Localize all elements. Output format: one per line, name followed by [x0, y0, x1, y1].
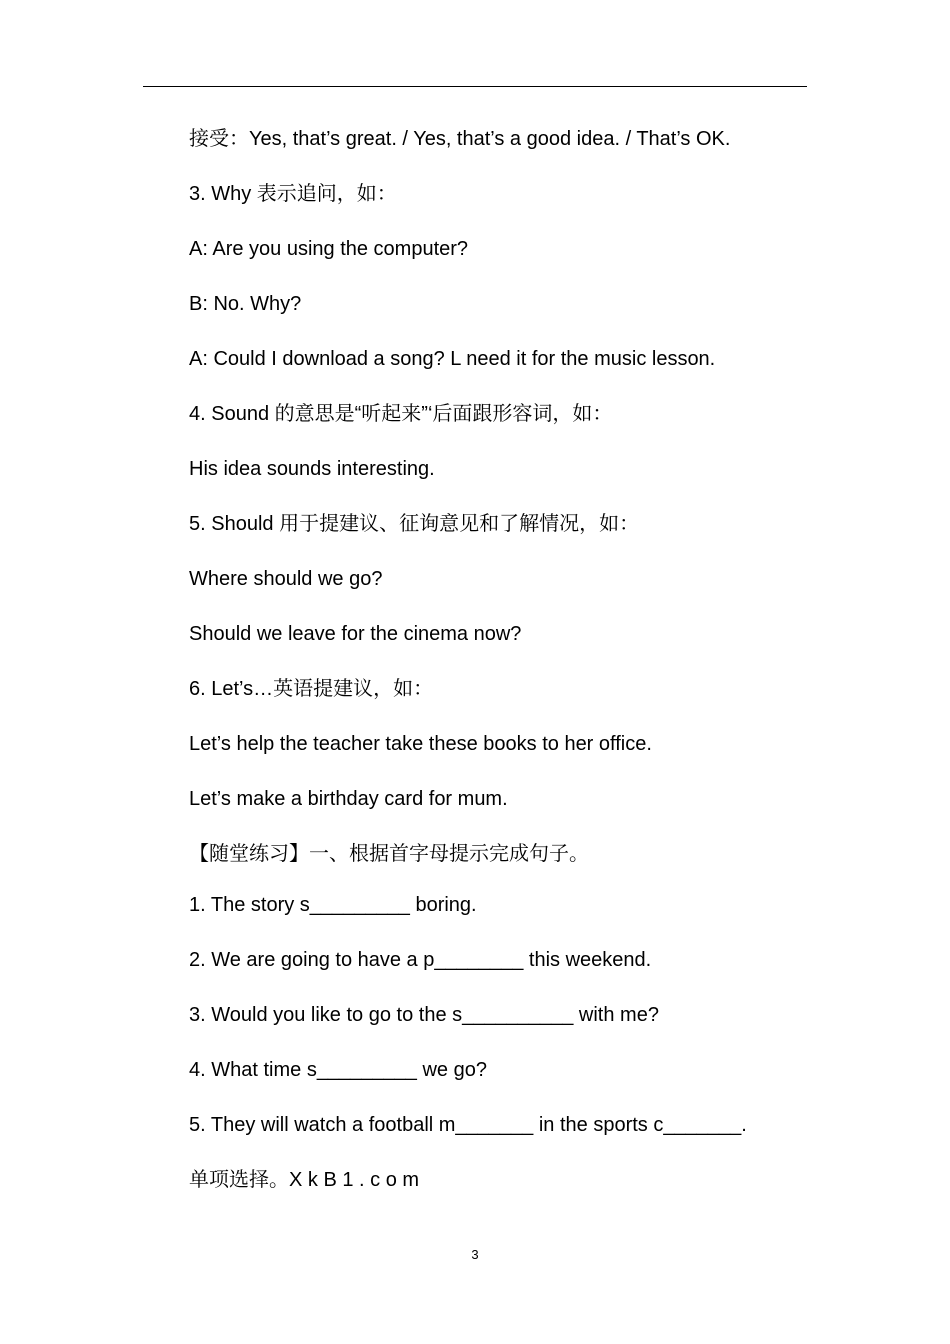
- text-line: B: No. Why?: [189, 293, 302, 315]
- page-number: 3: [471, 1247, 479, 1262]
- text-line: 5. Should 用于提建议、征询意见和了解情况，如：: [189, 513, 640, 535]
- text-line: 4. Sound 的意思是“听起来”‘后面跟形容词，如：: [189, 403, 613, 425]
- section-heading: 单项选择。X k B 1 . c o m: [189, 1169, 420, 1191]
- section-heading: 【随堂练习】一、根据首字母提示完成句子。: [189, 843, 589, 865]
- text-line: A: Could I download a song? L need it for the music lesson.: [189, 348, 716, 370]
- text-line: Should we leave for the cinema now?: [189, 623, 522, 645]
- text-line: 6. Let’s…英语提建议，如：: [189, 678, 434, 700]
- exercise-item: 4. What time s_________ we go?: [189, 1059, 487, 1081]
- text-line: Let’s help the teacher take these books to her office.: [189, 733, 652, 755]
- exercise-item: 5. They will watch a football m_______ in the sports c_______.: [189, 1114, 747, 1136]
- text-line: 接受：Yes, that’s great. / Yes, that’s a good idea. / That’s OK.: [189, 128, 731, 150]
- text-line: 3. Why 表示追问，如：: [189, 183, 397, 205]
- text-line: Let’s make a birthday card for mum.: [189, 788, 508, 810]
- header-rule: [143, 86, 807, 87]
- text-line: His idea sounds interesting.: [189, 458, 435, 480]
- text-line: A: Are you using the computer?: [189, 238, 469, 260]
- exercise-item: 2. We are going to have a p________ this weekend.: [189, 949, 652, 971]
- exercise-item: 3. Would you like to go to the s__________ with me?: [189, 1004, 659, 1026]
- text-line: Where should we go?: [189, 568, 383, 590]
- document-body: [189, 121, 829, 1198]
- exercise-item: 1. The story s_________ boring.: [189, 894, 477, 916]
